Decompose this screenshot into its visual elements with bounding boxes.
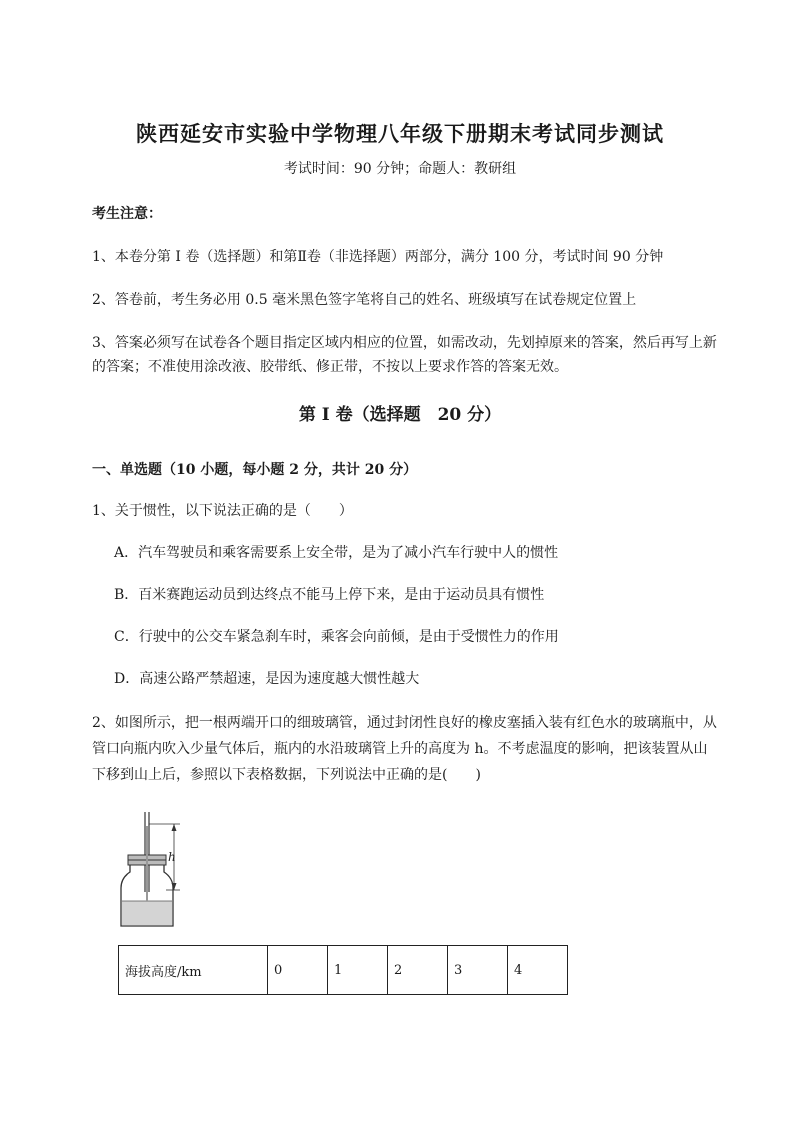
question-1-option-b: B．百米赛跑运动员到达终点不能马上停下来，是由于运动员具有惯性	[114, 587, 545, 603]
notice-item: 2、答卷前，考生务必用 0.5 毫米黑色签字笔将自己的姓名、班级填写在试卷规定位置上	[92, 292, 637, 308]
question-2-line: 下移到山上后，参照以下表格数据，下列说法中正确的是( )	[92, 767, 481, 783]
notice-item: 3、答案必须写在试卷各个题目指定区域内相应的位置，如需改动，先划掉原来的答案，然后再写上新	[92, 335, 717, 351]
section-title: 第 I 卷（选择题 20 分）	[298, 405, 502, 425]
table-header-cell: 海拔高度/km	[119, 946, 268, 995]
notice-heading: 考生注意：	[92, 206, 162, 222]
question-1-option-a: A．汽车驾驶员和乘客需要系上安全带，是为了减小汽车行驶中人的惯性	[114, 545, 559, 561]
notice-item: 1、本卷分第 I 卷（选择题）和第Ⅱ卷（非选择题）两部分，满分 100 分，考试时间 90 分钟	[92, 249, 664, 265]
height-label: h	[168, 850, 176, 864]
part-heading: 一、单选题（10 小题，每小题 2 分，共计 20 分）	[92, 462, 418, 478]
table-cell: 4	[508, 946, 568, 995]
table-cell: 0	[268, 946, 328, 995]
page-subtitle: 考试时间：90 分钟；命题人：教研组	[283, 161, 517, 177]
bottle-figure	[112, 812, 212, 932]
question-1-option-d: D．高速公路严禁超速，是因为速度越大惯性越大	[114, 671, 420, 687]
question-1-stem: 1、关于惯性，以下说法正确的是（ ）	[92, 503, 353, 519]
question-1-option-c: C．行驶中的公交车紧急刹车时，乘客会向前倾，是由于受惯性力的作用	[114, 629, 559, 645]
page-title: 陕西延安市实验中学物理八年级下册期末考试同步测试	[136, 121, 664, 146]
table-cell: 3	[448, 946, 508, 995]
notice-item: 的答案；不准使用涂改液、胶带纸、修正带，不按以上要求作答的答案无效。	[92, 359, 568, 375]
table-cell: 1	[328, 946, 388, 995]
altitude-table	[118, 945, 568, 995]
question-2-line: 2、如图所示，把一根两端开口的细玻璃管，通过封闭性良好的橡皮塞插入装有红色水的玻璃瓶中，从	[92, 715, 717, 731]
bottle-diagram	[112, 812, 212, 932]
table-row	[119, 946, 568, 995]
table-cell: 2	[388, 946, 448, 995]
question-2-line: 管口向瓶内吹入少量气体后，瓶内的水沿玻璃管上升的高度为 h。不考虑温度的影响，把该装置从山	[92, 741, 708, 757]
